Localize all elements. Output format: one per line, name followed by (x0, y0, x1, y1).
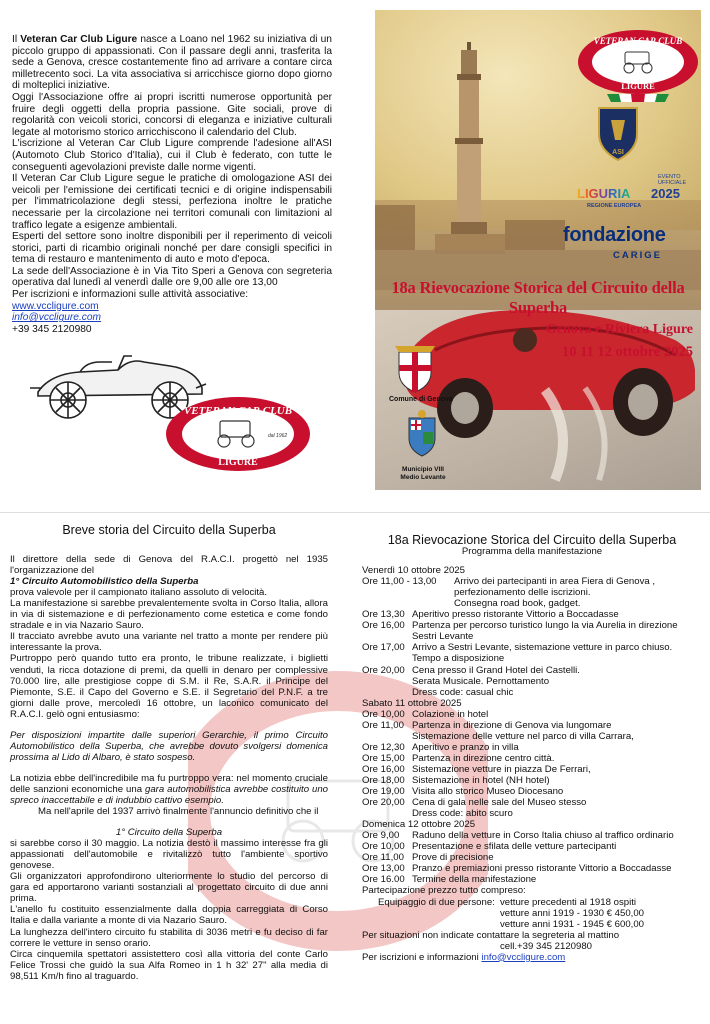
liguria-event-label: EVENTO UFFICIALE (658, 174, 687, 186)
history-p7: Ma nell'aprile del 1937 arrivò finalmente l'annuncio definitivo che il (38, 806, 319, 818)
program-item-text: Sistemazione vetture in piazza De Ferrari, (412, 763, 591, 775)
intro-paragraph-2: Oggi l'Associazione offre ai propri iscritti numerose opportunità per fruire degli oggetti della propria passione. Gite sociali, prove di regolarità con veicoli storici, concorsi di eleganza e iniziative culturali legate al motorismo storico arricchiscono il calendario del Club. (12, 91, 332, 138)
program-item (362, 797, 702, 808)
program-item (362, 852, 702, 863)
program-item-detail: Dress code: abito scuro (412, 808, 513, 820)
program-item-text: Partenza in direzione di Genova via lungomare (412, 719, 612, 731)
program-item (362, 742, 702, 753)
program-item-detail: Dress code: casual chic (412, 686, 514, 698)
history-title: Breve storia del Circuito della Superba (62, 523, 276, 537)
program-item (362, 609, 702, 620)
intro-paragraph-3: L'iscrizione al Veteran Car Club Ligure comprende l'adesione all'ASI (Automoto Club Storico d'Italia), cui il Club è federato, con tutte le conseguenti agevolazioni previste dalle norme vigenti. (12, 138, 332, 173)
history-p2: La manifestazione si sarebbe prevalentemente svolta in Corso Italia, allora in via di sistemazione e di perfezionamento come estetica e come fondo stradale e in via Nazario Sauro. (10, 598, 328, 632)
program-item-text: Arrivo a Sestri Levante, sistemazione vetture in parco chiuso. Tempo a disposizione (412, 642, 673, 665)
intro-paragraph-7: Per iscrizioni e informazioni sulle attività associative: (12, 289, 249, 301)
club-name: Veteran Car Club Ligure (20, 34, 138, 45)
poster-club-logo (578, 30, 698, 102)
program-item-time: Ore 17,00 (362, 642, 405, 654)
brochure-front (0, 0, 710, 508)
program-item-time: Ore 11,00 - 13,00 (362, 576, 437, 588)
carige-label: CARIGE (613, 250, 662, 261)
logo-bottom-text: LIGURE (218, 457, 258, 468)
liguria-year: 2025 (651, 186, 680, 201)
intro-paragraph-4: Il Veteran Car Club Ligure segue le pratiche di omologazione ASI dei veicoli per l'emissione dei certificati tecnici e di origine indispensabili per l'immatricolazione degli stessi, perfeziona inoltre le pratiche necessarie per la circolazione nei territori comunali con limitazioni al traffico legate a esigenze ambientali. (12, 173, 332, 231)
program-item-detail: perfezionamento delle iscrizioni. (454, 587, 591, 599)
program-item-text: Pranzo e premiazioni presso ristorante Vittorio a Boccadasse (412, 863, 672, 875)
municipio-crest (409, 410, 435, 456)
program-day-label: Domenica 12 ottobre 2025 (362, 819, 476, 831)
history-p6: La notizia ebbe dell'incredibile ma fu purtroppo vera: nel momento cruciale delle sanzioni economiche una gara automobilistica avrebbe costituito uno spreco inaccettabile e di indubbio cattivo esempio. (10, 772, 329, 806)
poster-subtitle: Genova e Riviera Ligure (545, 322, 693, 337)
program-item-text: Sistemazione in hotel (NH hotel) (412, 774, 550, 786)
program-item-text: Cena presso il Grand Hotel dei Castelli. (412, 664, 580, 676)
history-p12: Circa cinquemila spettatori assistettero così alla vittoria del conte Carlo Felice Trossi che guidò la sua Alfa Romeo in 1 h 32' 27" alla media di 98,511 Km/h fino al traguardo. (10, 948, 328, 982)
fee-item: vetture anni 1931 - 1945 € 600,00 (500, 918, 645, 930)
fee-list (500, 897, 644, 930)
program-item-time: Ore 19,00 (362, 786, 405, 798)
poster-dates: 10 11 12 ottobre 2025 (561, 344, 693, 360)
program-item-text: Termine della manifestazione (412, 874, 537, 886)
program-day-label: Sabato 11 ottobre 2025 (362, 697, 462, 709)
program-item-text: Partenza per percorso turistico lungo la via Aurelia in direzione Sestri Levante (412, 620, 678, 643)
history-p8-title: 1° Circuito della Superba (115, 827, 223, 839)
program-item-time: Ore 11,00 (362, 852, 404, 864)
program-item-text: Aperitivo e pranzo in villa (412, 741, 519, 753)
program-item-text: Aperitivo presso ristorante Vittorio a Boccadasse (412, 609, 619, 621)
history-p10: L'anello fu costituito essenzialmente dalla doppia carreggiata di Corso Italia e dalla variante a monte di via Nazario Sauro. (10, 904, 328, 927)
program-item-text: Raduno della vetture in Corso Italia chiuso al traffico ordinario (412, 830, 674, 842)
program-item-text: Visita allo storico Museo Diocesano (412, 786, 564, 798)
program-note: Per situazioni non indicate contattare la segreteria al mattino (362, 929, 620, 941)
history-p5-quote: Per disposizioni impartite dalle superiori Gerarchie, il primo Circuito Automobilistico della Superba, che avrebbe dovuto svolgersi domenica prossima al Lido di Albaro, è stato sospeso. (10, 729, 328, 763)
program-item-detail: Consegna road book, gadget. (454, 598, 581, 610)
history-p1-end: prova valevole per il campionato italiano assoluto di velocità. (10, 587, 268, 599)
program-item-time: Ore 10,00 (362, 841, 405, 853)
event-poster (375, 10, 701, 490)
program-item (362, 786, 702, 797)
phone-number: +39 345 2120980 (12, 323, 92, 335)
program-note-phone: cell.+39 345 2120980 (500, 940, 593, 952)
history-p11: La lunghezza dell'intero circuito fu stabilita di 3036 metri e fu deciso di far correre le vetture in senso orario. (10, 926, 328, 949)
program-item-time: Ore 20,00 (362, 797, 405, 809)
fee-label: Equipaggio di due persone: (378, 896, 495, 908)
program-item-text: Colazione in hotel (412, 708, 489, 720)
program-title: 18a Rievocazione Storica del Circuito della Superba (387, 533, 677, 547)
program-item-time: Ore 15,00 (362, 752, 405, 764)
program-item-text: Cena di gala nelle sale del Museo stesso (412, 797, 587, 809)
program-item (362, 576, 702, 587)
fee-item: vetture anni 1919 - 1930 € 450,00 (500, 907, 645, 919)
program-column (362, 535, 702, 963)
program-item (362, 753, 702, 764)
program-item (362, 665, 702, 676)
program-subtitle: Programma della manifestazione (461, 546, 603, 558)
brochure-back (0, 512, 710, 1024)
email-link[interactable]: info@vccligure.com (12, 312, 102, 324)
program-item (362, 775, 702, 786)
program-item (362, 841, 702, 852)
program-item (362, 764, 702, 775)
club-intro (12, 34, 332, 335)
program-item-detail: Sistemazione delle vetture nel parco di villa Carrara, (412, 730, 634, 742)
history-p9: Gli organizzatori approfondirono ulteriormente lo studio del percorso di gara ed apportarono varianti sostanziali al progettato circuito di due anni prima. (10, 871, 328, 905)
program-email-link[interactable]: info@vccligure.com (481, 951, 566, 963)
municipio-label: Municipio VIII Medio Levante (400, 466, 446, 481)
history-p4: Purtroppo però quando tutto era pronto, le tribune realizzate, i biglietti venduti, la ricca dotazione di premi, da quelli in denaro per complessive 70.000 lire, alle prestigiose coppe di S.M. il Re, S.A.R. il Principe del Piemonte, S.E. il Capo del Governo e S.E. il Segretario del P.N.F. a tre giorni dalle prove, mercoledì 16 ottobre, un laconico comunicato del R.A.C.I. gelò ogni entusiasmo: (10, 653, 328, 720)
program-item-detail: Serata Musicale. Pernottamento (412, 675, 550, 687)
program-item-text: Partenza in direzione centro città. (412, 752, 555, 764)
program-item-time: Ore 10,00 (362, 708, 405, 720)
logo-top-text: VETERAN CAR CLUB (183, 405, 293, 417)
fee-item: vetture precedenti al 1918 ospiti (500, 896, 636, 908)
poster-logo-bottom-text: LIGURE (621, 81, 655, 91)
program-item (362, 709, 702, 720)
history-circuit-name: 1° Circuito Automobilistico della Superba (10, 576, 199, 588)
fee-table (362, 897, 702, 930)
fondazione-logo: fondazione (563, 224, 666, 246)
program-contact: Per iscrizioni e informazioni info@vccligure.com (362, 951, 566, 963)
asi-shield-icon (599, 108, 637, 160)
fee-title: Partecipazione prezzo tutto compreso: (362, 885, 526, 897)
comune-label: Comune di Genova (389, 396, 453, 403)
logo-year: dal 1962 (268, 433, 288, 439)
website-link[interactable]: www.vccligure.com (12, 300, 99, 312)
intro-paragraph-6: La sede dell'Associazione è in Via Tito Speri a Genova con segreteria operativa dal lunedì al venerdì dalle ore 9,00 alle ore 13,00 (12, 265, 332, 289)
program-item-time: Ore 16,00 (362, 763, 405, 775)
asi-label: ASI (612, 149, 624, 156)
history-p1: Il direttore della sede di Genova del R.A.C.I. progettò nel 1935 l'organizzazione del (10, 554, 328, 577)
program-item-time: Ore 16,00 (362, 620, 405, 632)
program-item-text: Presentazione e sfilata delle vetture partecipanti (412, 841, 617, 853)
program-item-time: Ore 9,00 (362, 830, 400, 842)
program-item-time: Ore 12,30 (362, 741, 405, 753)
program-item (362, 720, 702, 731)
veteran-car-club-logo (164, 395, 312, 473)
poster-logo-top-text: VETERAN CAR CLUB (593, 36, 683, 46)
poster-title: 18a Rievocazione Storica del Circuito della Superba (391, 278, 685, 317)
liguria-2025-logo: LIGURIA (577, 186, 631, 201)
intro-paragraph-1: Il Veteran Car Club Ligure nasce a Loano nel 1962 su iniziativa di un piccolo gruppo di appassionati. Con il passare degli anni, trasferita la sede a Genova, cresce costantemente fino ad arrivare a contare circa milletrecento soci. La vita associativa si arricchisce giorno dopo giorno di molteplici iniziative. (12, 34, 332, 92)
intro-paragraph-5: Esperti del settore sono inoltre disponibili per il reperimento di veicoli storici, parti di ricambio originali nonché per dare consigli specifici in tema di restauro e mantenimento di auto e moto d'epoca. (12, 231, 332, 266)
program-item-time: Ore 13,00 (362, 863, 405, 875)
program-item (362, 863, 702, 874)
history-p8: si sarebbe corso il 30 maggio. La notizia destò il massimo interesse fra gli appassionati dell'automobile e rivitalizzò tutto l'ambiente sportivo genovese. (10, 838, 328, 872)
program-item-time: Ore 13,30 (362, 609, 405, 621)
history-column (10, 523, 328, 982)
program-item-text: Arrivo dei partecipanti in area Fiera di Genova , (454, 576, 656, 588)
lighthouse-illustration (435, 42, 505, 254)
program-item-text: Prove di precisione (412, 852, 494, 864)
program-item-time: Ore 11,00 (362, 719, 404, 731)
program-item (362, 874, 702, 885)
program-item (362, 620, 702, 642)
program-item (362, 642, 702, 664)
program-day-label: Venerdì 10 ottobre 2025 (362, 565, 465, 577)
program-item-time: Ore 16.00 (362, 874, 405, 886)
program-days (362, 565, 702, 885)
program-item-time: Ore 20,00 (362, 664, 405, 676)
history-p3: Il tracciato avrebbe avuto una variante nel tratto a monte per rendere più interessante la prova. (10, 631, 328, 654)
program-item-time: Ore 18,00 (362, 774, 405, 786)
liguria-region-label: REGIONE EUROPEA (587, 203, 642, 209)
program-item (362, 830, 702, 841)
